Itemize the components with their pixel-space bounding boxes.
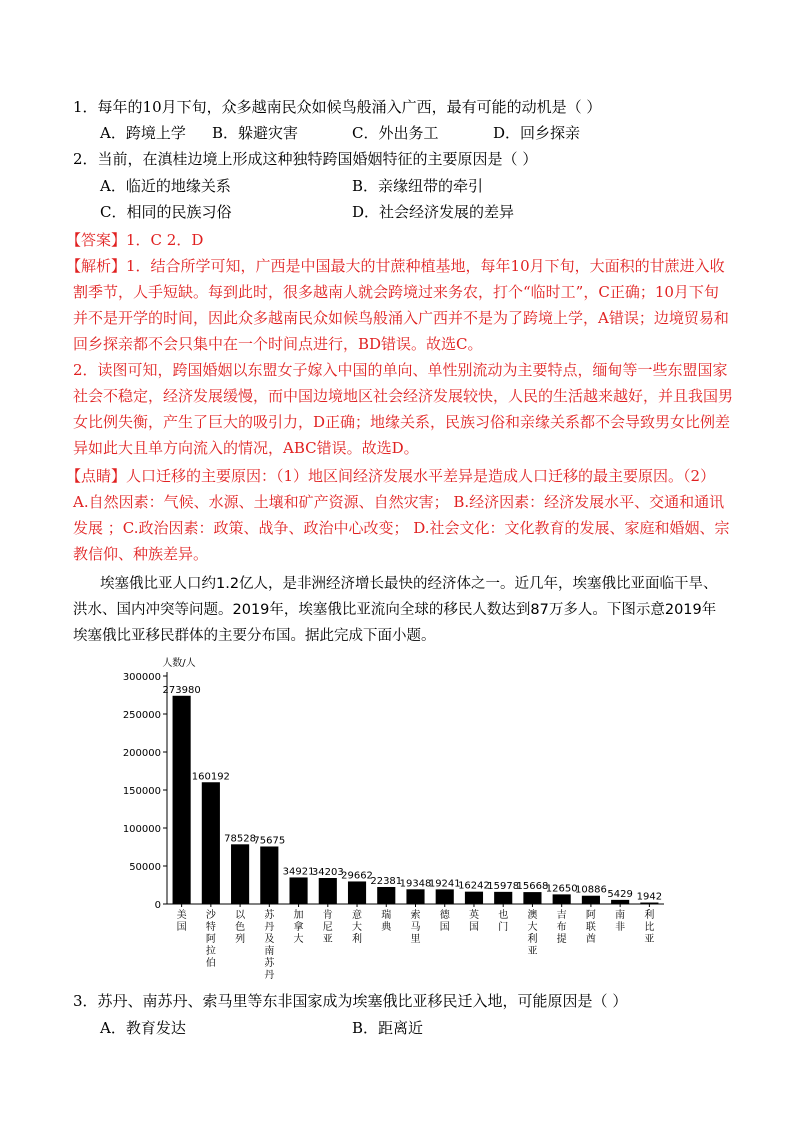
bar (173, 696, 191, 904)
data-label: 19348 (399, 878, 432, 890)
q1-option-d: D．回乡探亲 (493, 124, 581, 142)
data-label: 22381 (370, 875, 403, 887)
y-axis-title: 人数/人 (162, 658, 196, 669)
data-label: 75675 (253, 835, 286, 847)
bar (494, 892, 512, 904)
data-label: 19241 (428, 878, 461, 890)
data-label: 15978 (487, 880, 520, 892)
y-tick-label: 0 (154, 900, 161, 911)
data-label: 15668 (516, 881, 549, 893)
y-tick-label: 150000 (122, 786, 161, 797)
tips-line-3: 发展 ；C.政治因素：政策、战争、政治中心改变； D.社会文化：文化教育的发展、家庭和婚姻、宗 (73, 519, 730, 537)
category-label: 沙特阿拉伯 (205, 910, 216, 969)
answer-line: 【答案】1．C 2．D (66, 231, 204, 249)
category-label: 也门 (498, 910, 509, 933)
bar (202, 782, 220, 904)
bar (465, 892, 483, 904)
chart-labels (163, 685, 663, 981)
y-tick-label: 300000 (122, 672, 161, 683)
category-label: 苏丹及南苏丹 (264, 910, 275, 981)
tips-line-1: 【点睛】人口迁移的主要原因：（1）地区间经济发展水平差异是造成人口迁移的最主要原因。（2） (66, 467, 716, 485)
chart-bars (173, 696, 659, 904)
bar (377, 887, 395, 904)
tips-line-4: 教信仰、种族差异。 (73, 545, 209, 563)
y-tick-label: 50000 (129, 862, 161, 873)
data-label: 10886 (575, 884, 607, 896)
bar (436, 889, 454, 904)
bar (582, 896, 600, 904)
bar (260, 846, 278, 904)
category-label: 阿联酋 (585, 910, 596, 945)
data-label: 78528 (224, 833, 256, 845)
category-label: 吉布提 (556, 910, 567, 945)
q3-stem: 3．苏丹、南苏丹、索马里等东非国家成为埃塞俄比亚移民迁入地，可能原因是（ ） (73, 992, 628, 1010)
bar (319, 878, 337, 904)
analysis-line-1: 【解析】1．结合所学可知，广西是中国最大的甘蔗种植基地，每年10月下旬，大面积的甘蔗进入收 (66, 257, 725, 275)
q1-stem: 1．每年的10月下旬，众多越南民众如候鸟般涌入广西，最有可能的动机是（ ） (73, 98, 602, 116)
analysis-line-3: 并不是开学的时间，因此众多越南民众如候鸟般涌入广西并不是为了跨境上学，A错误；边境贸易和 (73, 309, 729, 327)
category-label: 美国 (176, 910, 187, 933)
category-label: 索马里 (410, 910, 421, 945)
q3-option-a: A．教育发达 (100, 1019, 186, 1037)
q2-option-a: A．临近的地缘关系 (100, 177, 231, 195)
data-label: 34921 (282, 866, 315, 878)
data-label: 16242 (458, 880, 490, 892)
category-label: 英国 (468, 910, 479, 933)
y-tick-label: 250000 (122, 710, 161, 721)
category-label: 德国 (439, 910, 450, 933)
category-label: 加拿大 (293, 910, 304, 945)
analysis-line-8: 异如此大且单方向流入的情况，ABC错误。故选D。 (73, 439, 419, 457)
y-tick-label: 200000 (122, 748, 161, 759)
data-label: 12650 (545, 883, 578, 895)
data-label: 34203 (311, 867, 344, 879)
analysis-line-5: 2．读图可知，跨国婚姻以东盟女子嫁入中国的单向、单性别流动为主要特点，缅甸等一些东盟国家 (73, 361, 728, 379)
category-label: 意大利 (352, 910, 363, 945)
analysis-line-2: 割季节，人手短缺。每到此时，很多越南人就会跨境过来务农，打个“临时工”，C正确；10月下旬 (73, 283, 719, 301)
tips-line-2: A.自然因素：气候、水源、土壤和矿产资源、自然灾害； B.经济因素：经济发展水平、交通和通讯 (73, 493, 725, 511)
data-label: 1942 (636, 891, 663, 903)
analysis-line-7: 女比例失衡，产生了巨大的吸引力，D正确；地缘关系，民族习俗和亲缘关系都不会导致男女比例差 (73, 413, 731, 431)
data-label: 160192 (191, 771, 230, 783)
bar (348, 881, 366, 904)
bar (289, 877, 307, 904)
category-label: 南非 (615, 910, 626, 933)
q1-option-b: B．躲避灾害 (212, 124, 299, 142)
bar (611, 900, 629, 904)
analysis-line-4: 回乡探亲都不会只集中在一个时间点进行，BD错误。故选C。 (73, 335, 483, 353)
bar (406, 889, 424, 904)
category-label: 利比亚 (644, 910, 655, 945)
intro-line-3: 埃塞俄比亚移民群体的主要分布国。据此完成下面小题。 (73, 628, 436, 644)
category-label: 肯尼亚 (322, 910, 333, 945)
data-label: 273980 (162, 684, 201, 696)
bar (640, 903, 658, 904)
q1-option-a: A．跨境上学 (100, 124, 186, 142)
q2-option-c: C．相同的民族习俗 (100, 203, 232, 221)
category-label: 澳大利亚 (527, 910, 538, 957)
q1-option-c: C．外出务工 (352, 124, 439, 142)
analysis-line-6: 社会不稳定，经济发展缓慢，而中国边境地区社会经济发展较快，人民的生活越来越好，并且我国男 (73, 387, 734, 405)
chart-axes (123, 656, 664, 911)
data-label: 29662 (341, 870, 373, 882)
category-label: 以色列 (235, 910, 246, 945)
bar (553, 894, 571, 904)
intro-line-2: 洪水、国内冲突等问题。2019年，埃塞俄比亚流向全球的移民人数达到87万多人。下图示意2019年 (73, 602, 717, 618)
q2-option-b: B．亲缘纽带的牵引 (352, 177, 484, 195)
bar (523, 892, 541, 904)
data-label: 5429 (607, 888, 633, 900)
q2-option-d: D．社会经济发展的差异 (352, 203, 515, 221)
q3-option-b: B．距离近 (352, 1019, 424, 1037)
y-tick-label: 100000 (122, 824, 161, 835)
q2-stem: 2．当前，在滇桂边境上形成这种独特跨国婚姻特征的主要原因是（ ） (73, 150, 538, 168)
category-label: 瑞典 (381, 910, 392, 933)
intro-line-1: 埃塞俄比亚人口约1.2亿人，是非洲经济增长最快的经济体之一。近几年，埃塞俄比亚面临干旱、 (100, 576, 718, 592)
bar (231, 844, 249, 904)
